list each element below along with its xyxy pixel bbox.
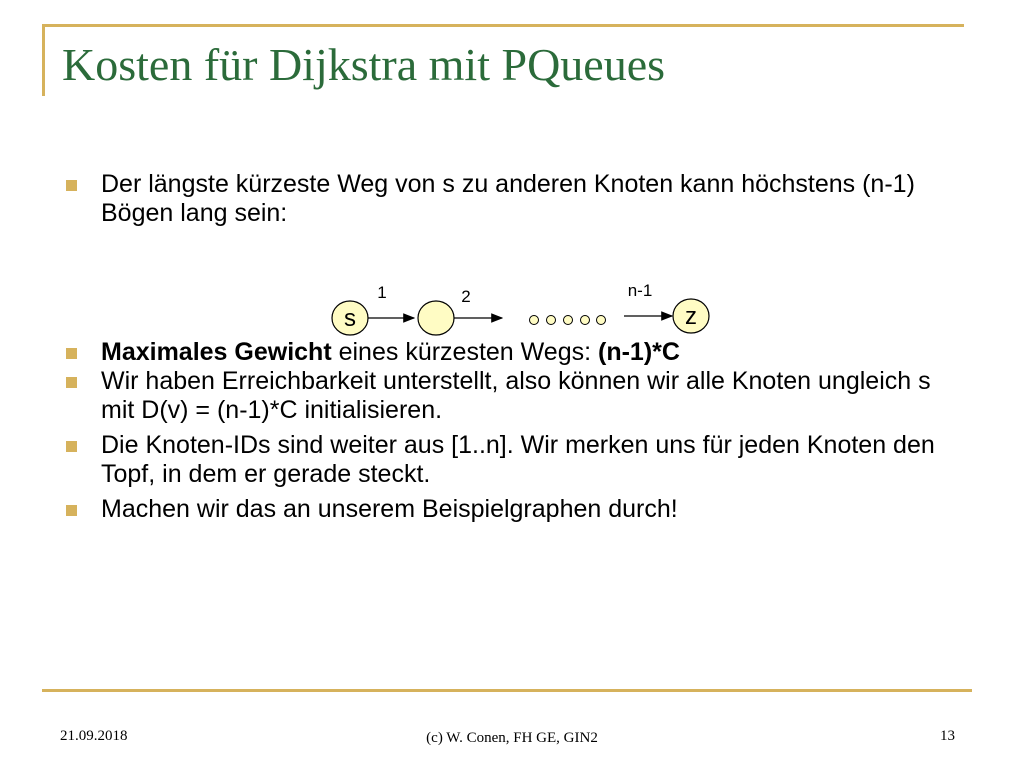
edge-1-label: 1 <box>377 283 387 302</box>
footer-date: 21.09.2018 <box>60 728 128 744</box>
bullet-square-icon <box>66 348 77 359</box>
bullet-3-text: Wir haben Erreichbarkeit unterstellt, also können wir alle Knoten ungleich s mit D(v) = (n-1)*C initialisieren. <box>101 367 931 424</box>
page-number: 13 <box>940 728 955 744</box>
ellipsis-dot <box>564 316 573 325</box>
bullet-square-icon <box>66 377 77 388</box>
bullet-square-icon <box>66 180 77 191</box>
bullet-2-text: eines kürzesten Wegs: <box>331 338 598 366</box>
slide-title: Kosten für Dijkstra mit PQueues <box>62 39 666 90</box>
node-middle <box>418 301 454 335</box>
top-rule <box>42 24 964 27</box>
bullet-2-bold2: (n-1)*C <box>598 338 680 366</box>
left-rule <box>42 24 45 96</box>
node-s-label: s <box>344 305 356 332</box>
bullet-1-text: Der längste kürzeste Weg von s zu anderen Knoten kann höchstens (n-1) Bögen lang sein: <box>101 170 915 227</box>
node-z-label: z <box>685 303 697 330</box>
ellipsis-dot <box>581 316 590 325</box>
bullet-4-text: Die Knoten-IDs sind weiter aus [1..n]. Wir merken uns für jeden Knoten den Topf, in dem er gerade steckt. <box>101 431 935 488</box>
bullet-square-icon <box>66 441 77 452</box>
footer-credit: (c) W. Conen, FH GE, GIN2 <box>426 730 598 746</box>
edge-last-label: n-1 <box>627 281 653 300</box>
ellipsis-dot <box>547 316 556 325</box>
footer-rule <box>42 689 972 692</box>
ellipsis-dot <box>597 316 606 325</box>
bullet-5 <box>66 495 966 524</box>
bullet-5-text: Machen wir das an unserem Beispielgraphen durch! <box>101 495 678 523</box>
path-diagram <box>300 270 740 340</box>
bullet-1 <box>66 170 966 228</box>
bullet-4 <box>66 431 966 489</box>
bullet-list <box>66 170 966 524</box>
edge-2-label: 2 <box>461 287 471 306</box>
bullet-square-icon <box>66 505 77 516</box>
bullet-3 <box>66 367 966 425</box>
ellipsis-dot <box>530 316 539 325</box>
bullet-2-bold: Maximales Gewicht <box>101 338 332 366</box>
bullet-2 <box>66 338 966 367</box>
